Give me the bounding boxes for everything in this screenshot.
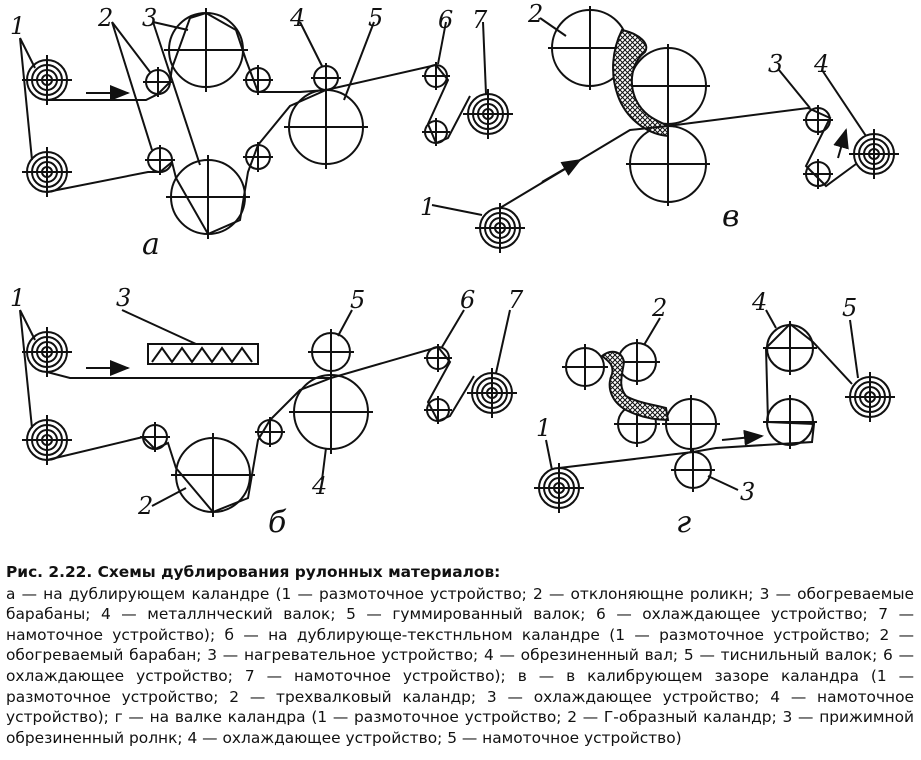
label-b-7: 7 xyxy=(508,286,524,314)
label-v-3: 3 xyxy=(768,50,784,78)
label-g-4: 4 xyxy=(752,288,768,316)
heater-b xyxy=(148,344,258,364)
label-b-1: 1 xyxy=(10,284,26,312)
label-a-3: 3 xyxy=(142,4,158,32)
label-b-3: 3 xyxy=(116,284,132,312)
unwind-roll-v xyxy=(475,203,525,253)
label-g-1: 1 xyxy=(536,414,552,442)
labels-b xyxy=(10,284,524,540)
guide-roller-b-1 xyxy=(140,422,170,452)
label-v-2: 2 xyxy=(528,0,544,28)
scheme-a xyxy=(20,8,513,239)
wind-arrow-v xyxy=(838,130,846,158)
label-a-2: 2 xyxy=(98,4,114,32)
rubber-roll-a xyxy=(284,85,368,169)
figure-caption xyxy=(6,562,914,748)
panel-letter-a: а xyxy=(142,227,160,262)
label-a-1: 1 xyxy=(10,12,26,40)
label-a-7: 7 xyxy=(472,6,488,34)
caption-body: а — на дублирующем каландре (1 — размоточное устройство; 2 — отклоняющне роликн; 3 — обогреваемые барабаны; 4 — металлнческий валок; 5 — гуммированный валок; 6 — охлаждающее устройство; 7 — намоточное устройство); б — на дублирующе-текстнльном каландре (1 — размоточное устройство; 2 — обогреваемый барабан; 3 — нагревательное устройство; 4 — обрезиненный вал; 5 — тиснильный валок; 6 — охлаждающее устройство; 7 — намоточное устройство); в — в калибрующем зазоре каландра (1 — размоточное устройство; 2 — трехвалковый каландр; 3 — охлаждающее устройство; 4 — намоточное устройство); г — на валке каландра (1 — размоточное устройство; 2 — Г-образный каландр; 3 — прижимной обрезиненный ролнк; 4 — охлаждающее устройство; 5 — намоточное устройство) xyxy=(6,584,914,747)
label-a-5: 5 xyxy=(368,4,384,32)
wind-roll-g xyxy=(845,372,895,422)
label-g-5: 5 xyxy=(842,294,858,322)
unwind-roll-a-top xyxy=(22,55,72,105)
calender-roll-g-1 xyxy=(562,344,608,390)
scheme-b xyxy=(20,310,517,517)
label-b-5: 5 xyxy=(350,286,366,314)
label-g-2: 2 xyxy=(652,294,668,322)
label-b-6: 6 xyxy=(460,286,476,314)
label-b-4: 4 xyxy=(312,472,328,500)
cooling-roll-g-top xyxy=(763,321,817,375)
labels-a xyxy=(10,4,488,262)
unwind-roll-g xyxy=(534,463,584,513)
web-g xyxy=(559,324,852,468)
guide-roller-a-2 xyxy=(145,145,175,175)
scheme-g xyxy=(534,310,895,513)
panel-letter-v: в xyxy=(722,199,740,234)
heated-drum-a-top xyxy=(164,8,248,92)
web-b-top xyxy=(47,347,474,421)
feed-arrow-g xyxy=(722,436,762,440)
compound-bank-v xyxy=(613,30,668,136)
embossing-roll-b xyxy=(308,329,354,375)
heated-drum-a-bottom xyxy=(166,155,250,239)
calender-roll-g-4 xyxy=(662,395,720,453)
feed-arrow-v xyxy=(542,160,580,182)
wind-roll-b xyxy=(467,368,517,418)
label-g-3: 3 xyxy=(740,478,756,506)
rubber-roll-b xyxy=(289,370,373,454)
web-a-bottom xyxy=(47,90,326,234)
label-a-6: 6 xyxy=(438,6,454,34)
unwind-roll-b-bottom xyxy=(22,415,72,465)
label-b-2: 2 xyxy=(138,492,154,520)
web-b-bottom xyxy=(47,378,331,512)
label-v-1: 1 xyxy=(420,193,436,221)
unwind-roll-b-top xyxy=(22,327,72,377)
panel-letter-b: б xyxy=(268,505,287,540)
labels-g xyxy=(536,288,857,540)
panel-letter-g: г xyxy=(676,505,692,540)
wind-roll-v xyxy=(849,129,899,179)
caption-title: Рис. 2.22. Схемы дублирования рулонных материалов: xyxy=(6,563,501,581)
heated-drum-b xyxy=(171,433,255,517)
label-v-4: 4 xyxy=(814,50,830,78)
label-a-4: 4 xyxy=(290,4,306,32)
